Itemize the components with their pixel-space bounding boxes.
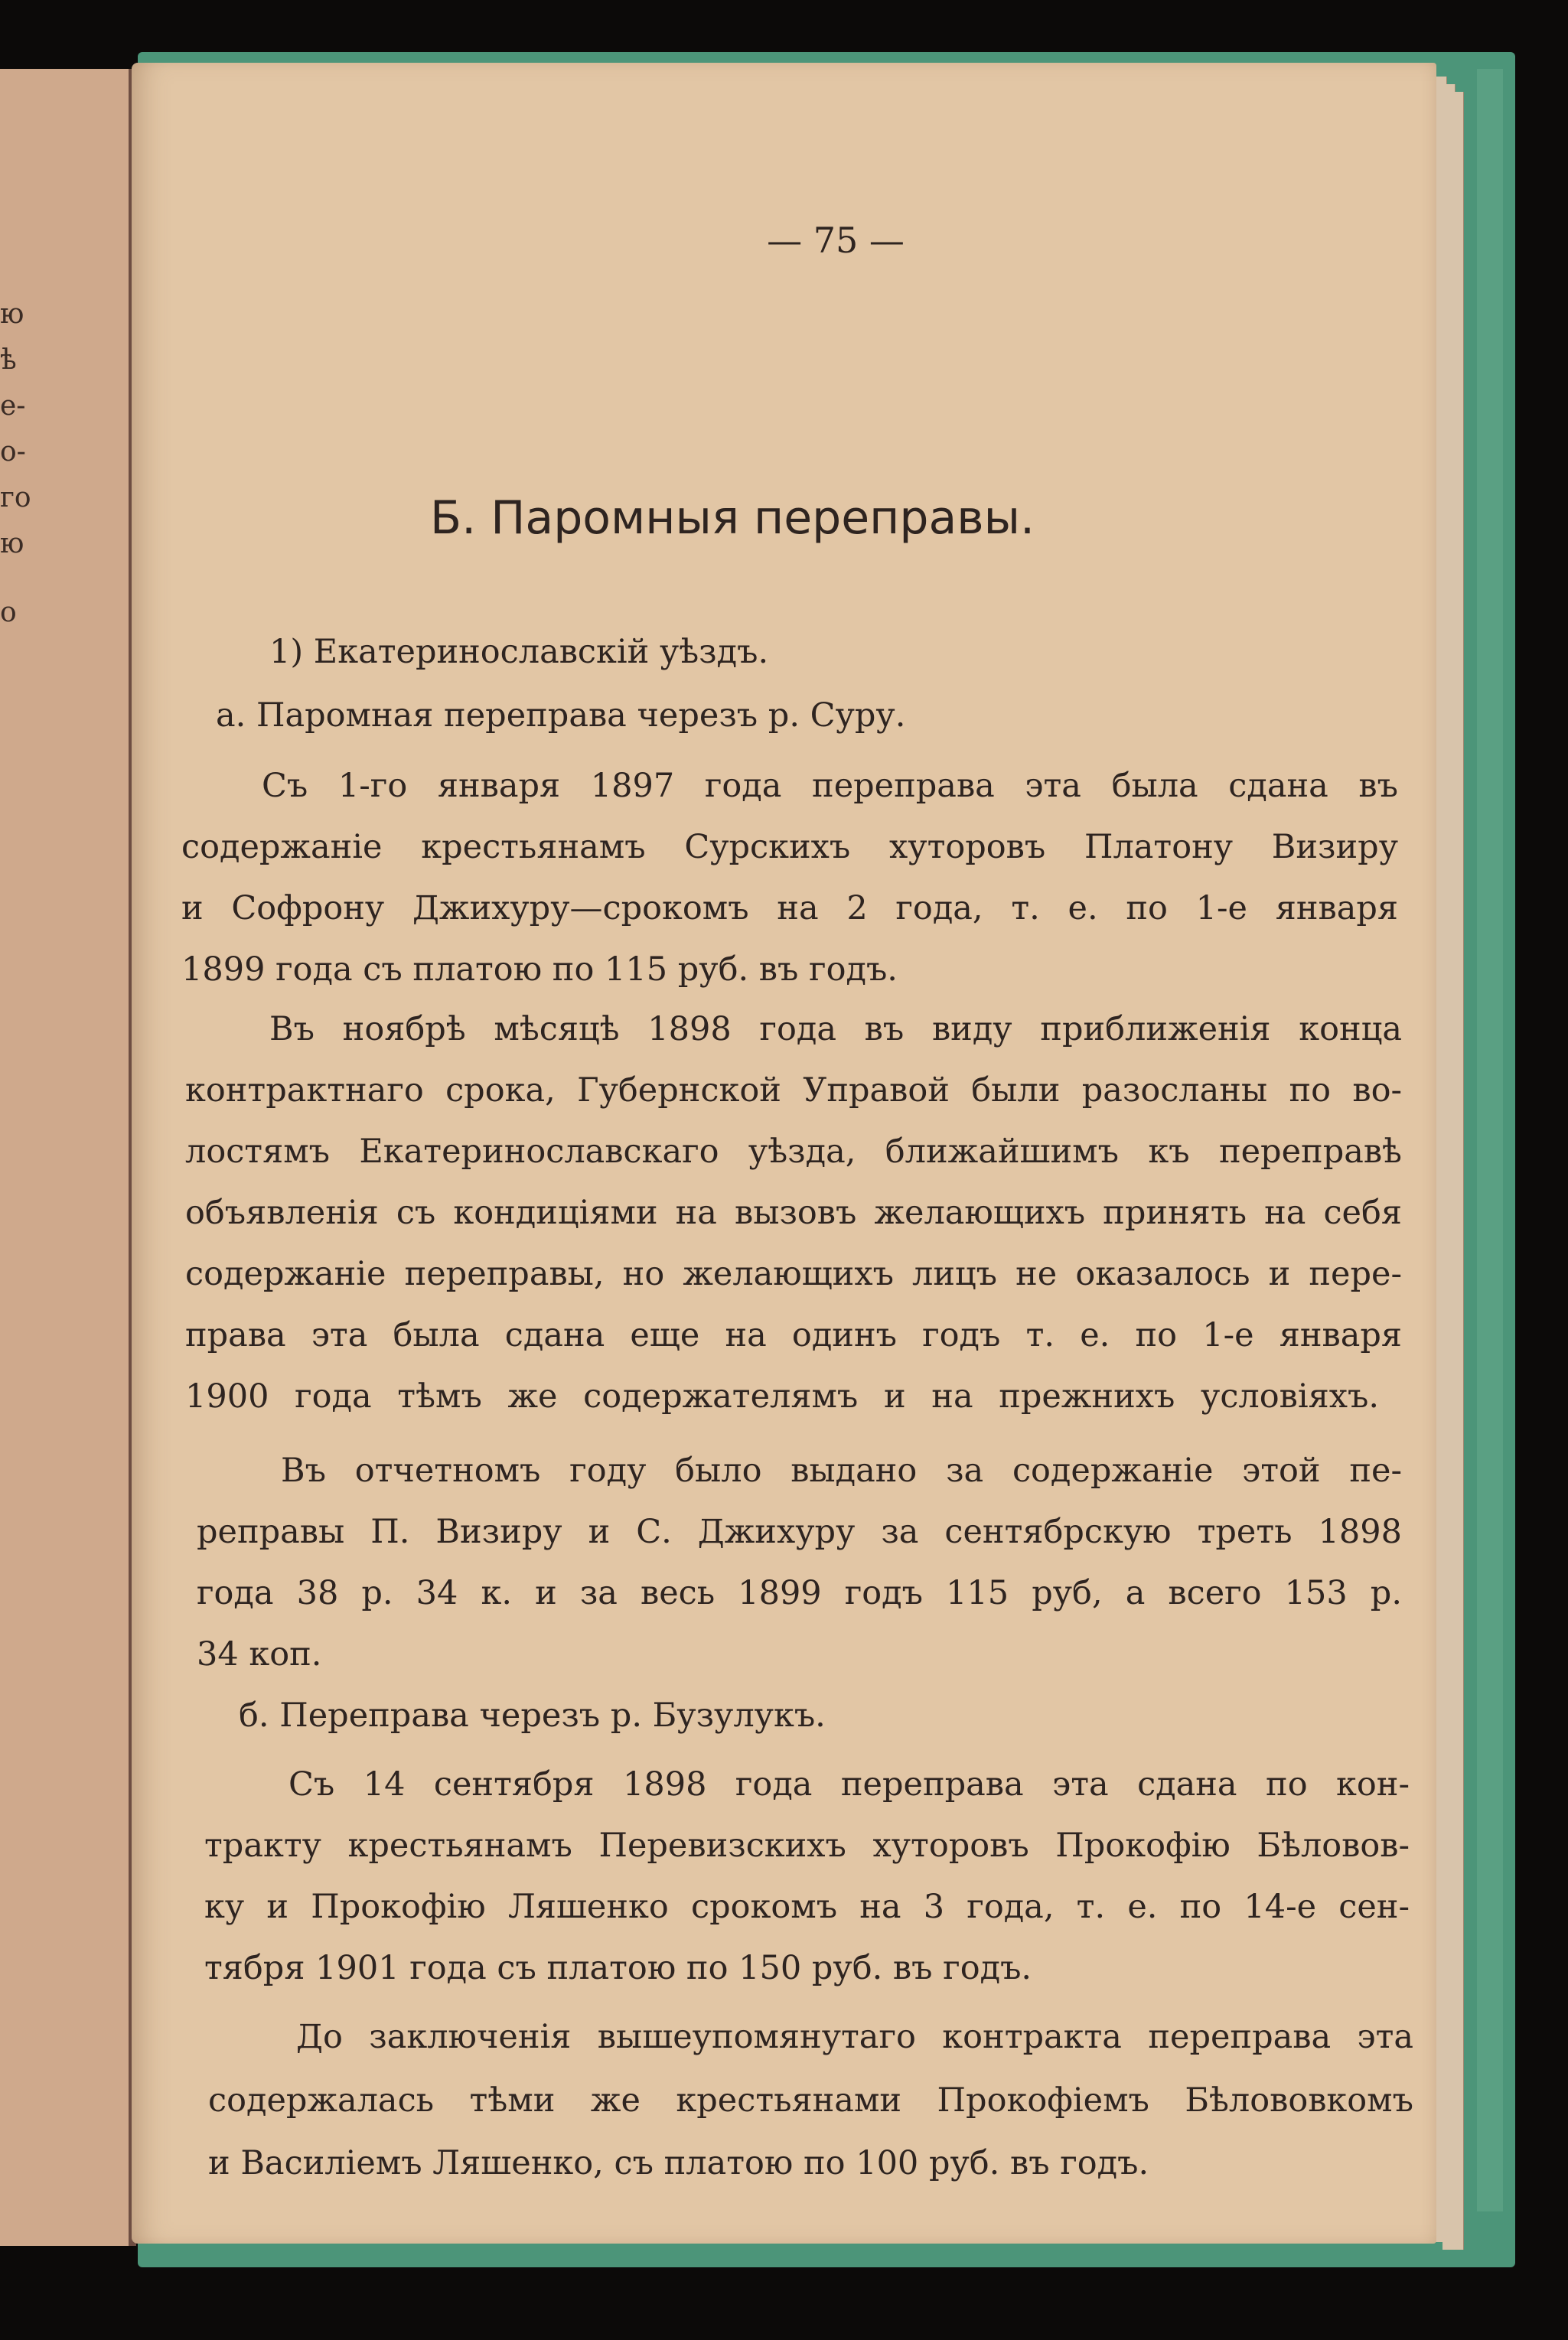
cover-edge bbox=[1477, 69, 1503, 2211]
page-edge bbox=[1452, 92, 1464, 2250]
section-title: Б. Паромныя переправы. bbox=[430, 491, 1035, 545]
para1-line: Съ 1-го января 1897 года переправа эта была сдана въ bbox=[262, 767, 1398, 805]
para4-line: Съ 14 сентября 1898 года переправа эта сдана по кон- bbox=[288, 1765, 1410, 1804]
para2-line: 1900 года тѣмъ же содержателямъ и на прежнихъ условіяхъ. bbox=[185, 1377, 1379, 1416]
para4-line: тракту крестьянамъ Перевизскихъ хуторовъ Прокофію Бѣловов- bbox=[204, 1827, 1410, 1865]
left-page-fragment: ѣ bbox=[0, 344, 17, 376]
para3-line: года 38 р. 34 к. и за весь 1899 годъ 115 руб, а всего 153 р. bbox=[197, 1574, 1402, 1612]
para2-line: лостямъ Екатеринославскаго уѣзда, ближайшимъ къ переправѣ bbox=[185, 1133, 1402, 1171]
para3-line: реправы П. Визиру и С. Джихуру за сентябрскую треть 1898 bbox=[197, 1513, 1402, 1551]
left-page-fragment: ю bbox=[0, 528, 24, 559]
book-page bbox=[132, 63, 1436, 2244]
para1-line: 1899 года съ платою по 115 руб. въ годъ. bbox=[181, 950, 898, 989]
para5-line: и Василіемъ Ляшенко, съ платою по 100 руб. въ годъ. bbox=[208, 2144, 1149, 2182]
para4-line: тября 1901 года съ платою по 150 руб. въ годъ. bbox=[204, 1949, 1032, 1987]
ferry-b-heading: б. Переправа черезъ р. Бузулукъ. bbox=[239, 1696, 826, 1735]
page-number: — 75 — bbox=[767, 220, 905, 261]
para2-line: контрактнаго срока, Губернской Управой были разосланы по во- bbox=[185, 1071, 1402, 1110]
left-page-fragment: го bbox=[0, 482, 31, 513]
para2-line: объявленія съ кондиціями на вызовъ желающихъ принять на себя bbox=[185, 1194, 1402, 1232]
para5-line: До заключенія вышеупомянутаго контракта переправа эта bbox=[296, 2018, 1413, 2056]
district-heading: 1) Екатеринославскій уѣздъ. bbox=[269, 633, 769, 671]
para3-line: Въ отчетномъ году было выдано за содержаніе этой пе- bbox=[281, 1452, 1402, 1490]
para2-line: содержаніе переправы, но желающихъ лицъ не оказалось и пере- bbox=[185, 1255, 1402, 1293]
left-page-fragment: ю bbox=[0, 298, 24, 330]
para1-line: содержаніе крестьянамъ Сурскихъ хуторовъ Платону Визиру bbox=[181, 828, 1398, 866]
para5-line: содержалась тѣми же крестьянами Прокофіемъ Бѣлововкомъ bbox=[208, 2081, 1413, 2120]
para1-line: и Софрону Джихуру—срокомъ на 2 года, т. е. по 1-е января bbox=[181, 889, 1398, 927]
left-page-fragment: о- bbox=[0, 436, 26, 468]
para2-line: права эта была сдана еще на одинъ годъ т. е. по 1-е января bbox=[185, 1316, 1402, 1354]
left-page-fragment: е- bbox=[0, 390, 26, 422]
ferry-a-heading: а. Паромная переправа черезъ р. Суру. bbox=[216, 696, 906, 735]
para2-line: Въ ноябрѣ мѣсяцѣ 1898 года въ виду приближенія конца bbox=[269, 1010, 1402, 1048]
left-facing-page bbox=[0, 69, 136, 2246]
left-page-fragment: о bbox=[0, 597, 17, 628]
para4-line: ку и Прокофію Ляшенко срокомъ на 3 года, т. е. по 14-е сен- bbox=[204, 1888, 1410, 1926]
para3-line: 34 коп. bbox=[197, 1635, 322, 1674]
